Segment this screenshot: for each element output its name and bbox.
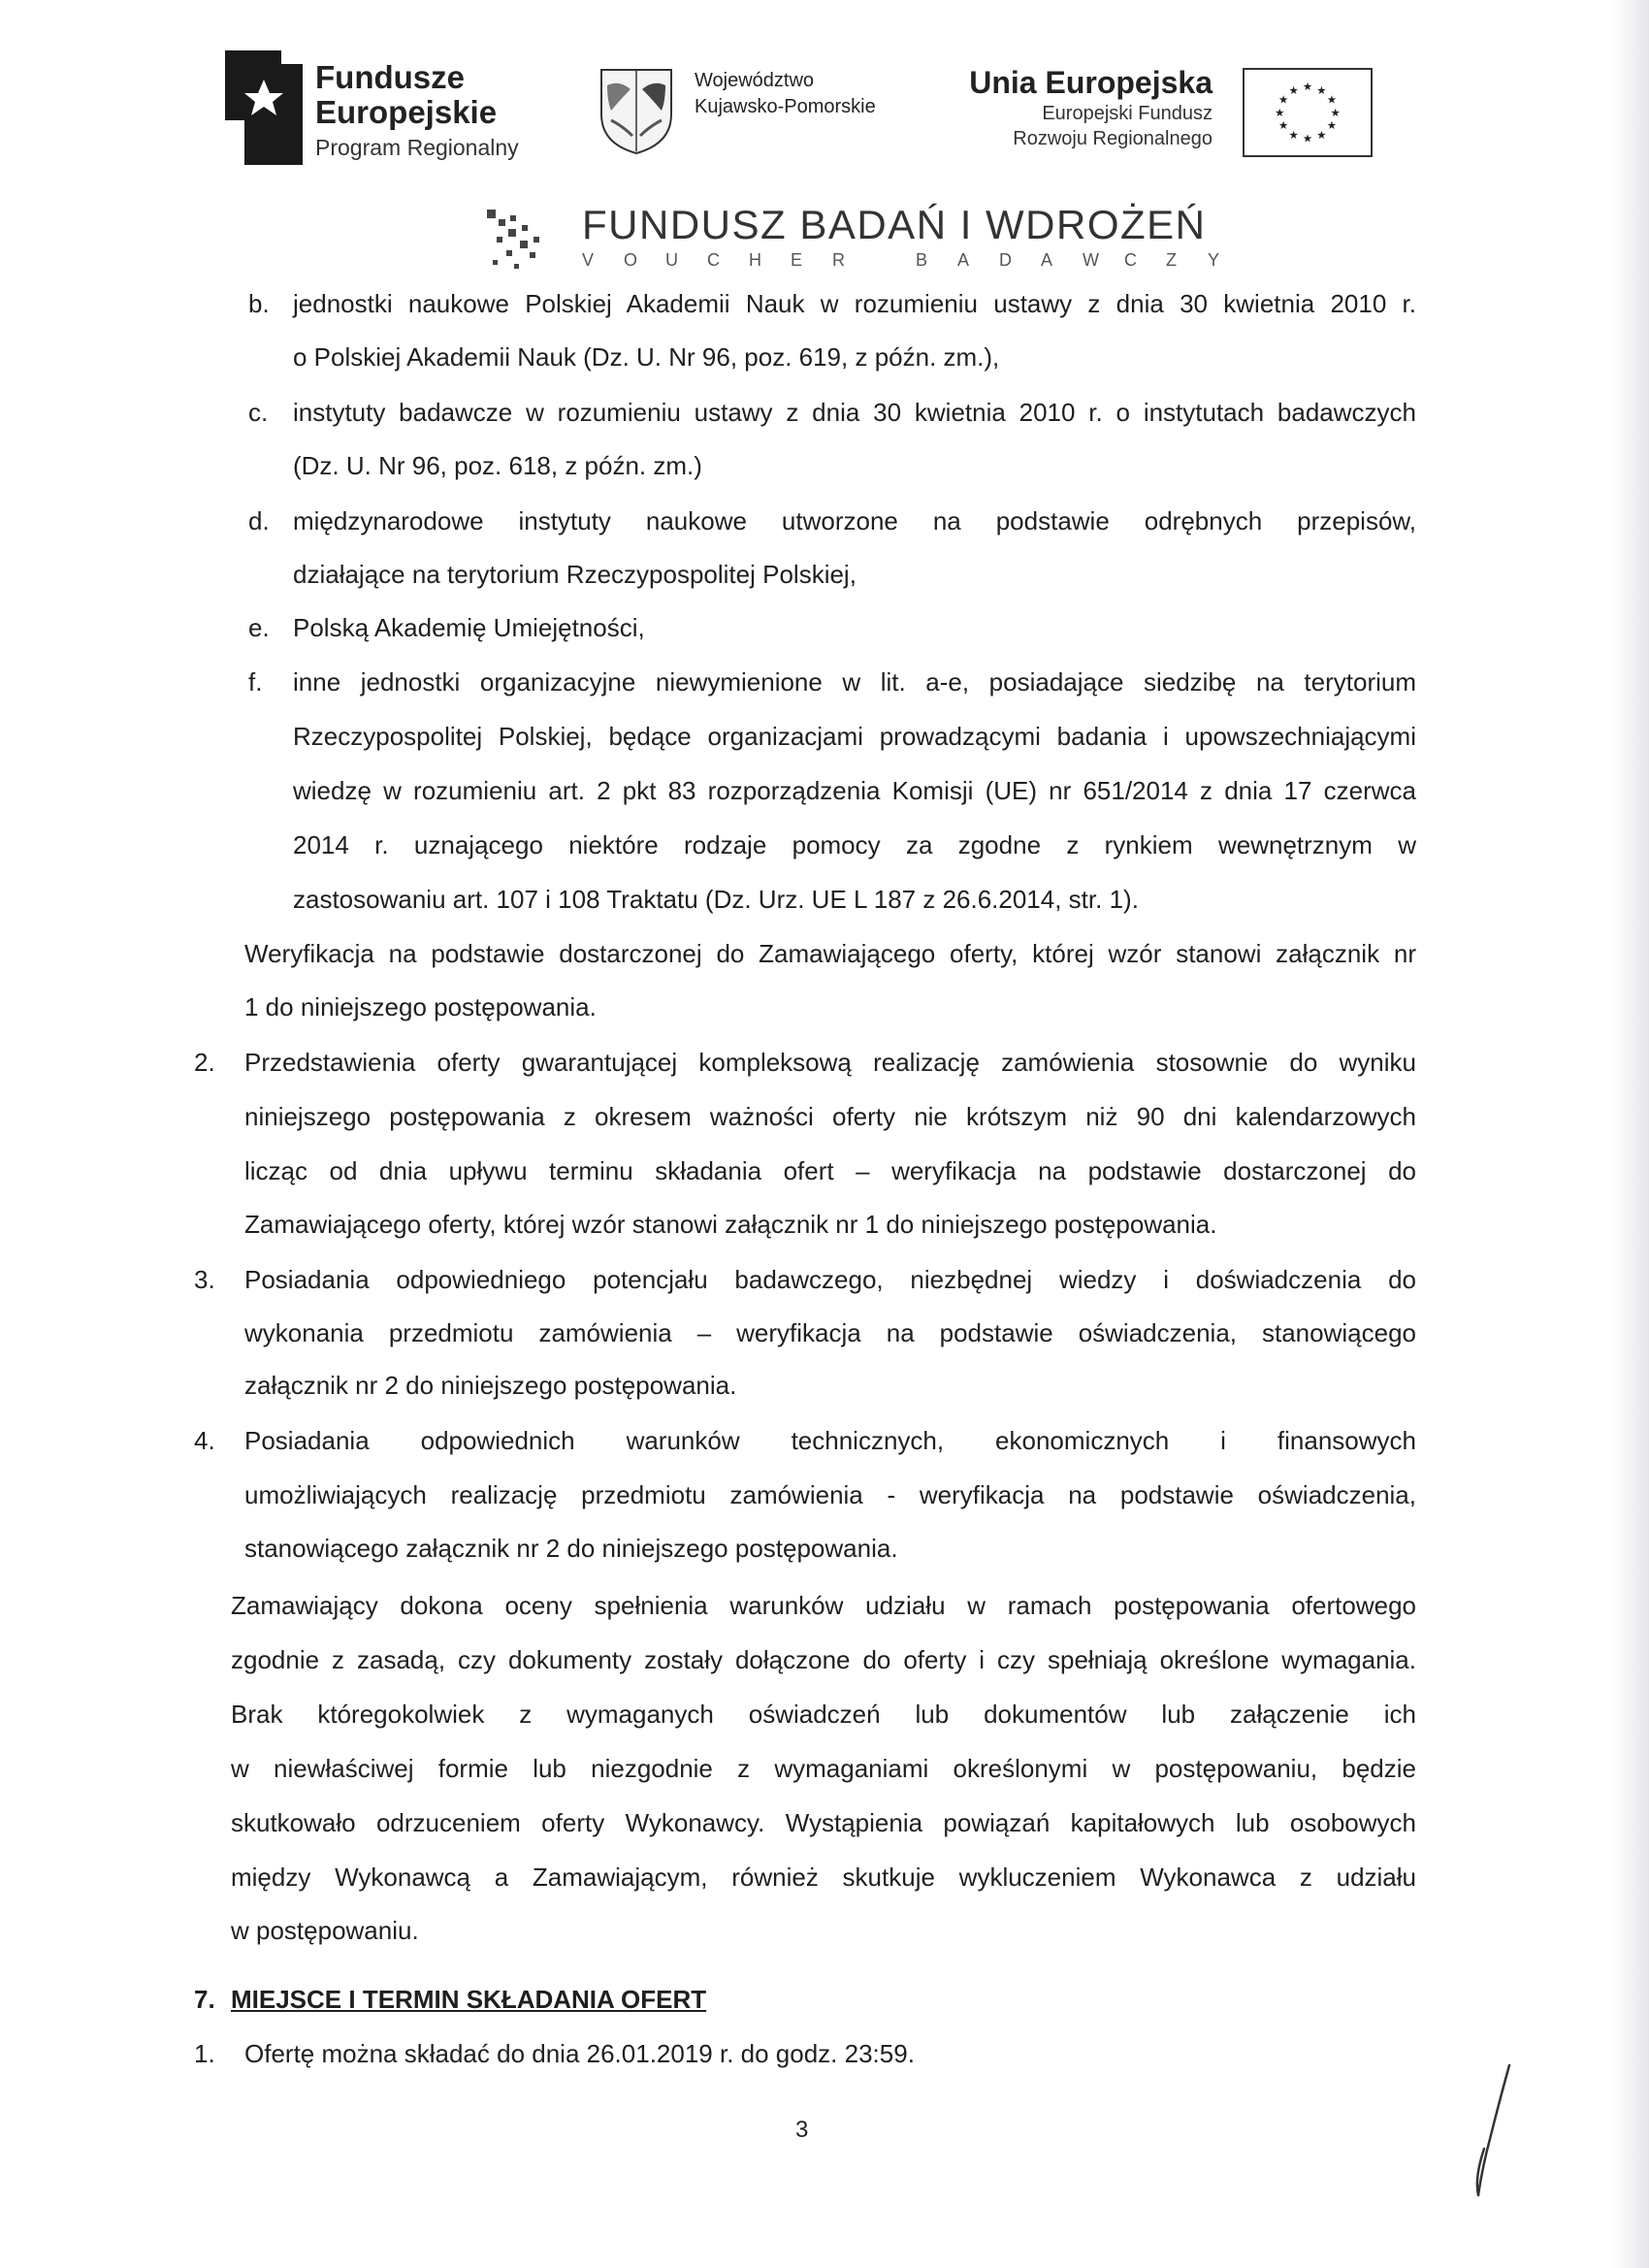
paragraph-line: skutkowało odrzuceniem oferty Wykonawcy. Wystąpienia powiązań kapitałowych lub osobowych <box>231 1808 1416 1837</box>
list-item-line: międzynarodowe instytuty naukowe utworzone na podstawie odrębnych przepisów, <box>293 506 1416 535</box>
svg-text:★: ★ <box>1275 105 1285 119</box>
subtitle-letter: U <box>665 250 678 270</box>
list-item-line: stanowiącego załącznik nr 2 do niniejszego postępowania. <box>244 1534 898 1563</box>
page-number: 3 <box>795 2117 809 2143</box>
list-item-line: umożliwiających realizację przedmiotu zamówienia - weryfikacja na podstawie oświadczenia, <box>244 1480 1416 1509</box>
subtitle-letter: E <box>791 250 803 270</box>
list-item-line: Posiadania odpowiednich warunków technicznych, ekonomicznych i finansowych <box>244 1426 1416 1455</box>
svg-text:★: ★ <box>1316 82 1327 97</box>
list-item-line: wykonania przedmiotu zamówienia – weryfikacja na podstawie oświadczenia, stanowiącego <box>244 1318 1416 1347</box>
list-item-line: Rzeczypospolitej Polskiej, będące organizacjami prowadzącymi badania i upowszechniającymi <box>293 722 1416 751</box>
unia-sub1: Europejski Fundusz <box>1042 103 1212 124</box>
svg-text:★: ★ <box>1288 127 1299 142</box>
svg-text:★: ★ <box>1316 127 1327 142</box>
svg-text:★: ★ <box>1326 118 1338 133</box>
list-item-line: zastosowaniu art. 107 i 108 Traktatu (Dz. Urz. UE L 187 z 26.6.2014, str. 1). <box>293 885 1139 914</box>
scan-edge <box>1610 0 1649 2268</box>
list-item-line: Posiadania odpowiedniego potencjału badawczego, niezbędnej wiedzy i doświadczenia do <box>244 1265 1416 1294</box>
subtitle-letter: H <box>749 250 761 270</box>
subtitle-letter: D <box>999 250 1012 270</box>
unia-sub2: Rozwoju Regionalnego <box>1013 128 1212 149</box>
fundusze-europejskie-logo-icon <box>225 50 303 165</box>
paragraph-line: Weryfikacja na podstawie dostarczonej do Zamawiającego oferty, której wzór stanowi załącznik nr <box>244 939 1416 968</box>
paragraph-line: Brak któregokolwiek z wymaganych oświadczeń lub dokumentów lub załączenie ich <box>231 1700 1416 1729</box>
list-item-line: wiedzę w rozumieniu art. 2 pkt 83 rozporządzenia Komisji (UE) nr 651/2014 z dnia 17 czerwca <box>293 776 1416 805</box>
list-marker: d. <box>248 506 270 535</box>
svg-text:★: ★ <box>1330 105 1341 119</box>
paragraph-line: zgodnie z zasadą, czy dokumenty zostały dołączone do oferty i czy spełniają określone wymagania. <box>231 1645 1416 1674</box>
subtitle-letter: W <box>1083 250 1099 270</box>
paragraph-line: w postępowaniu. <box>231 1916 419 1945</box>
svg-text:★: ★ <box>1302 80 1313 94</box>
list-marker: e. <box>248 613 270 642</box>
list-item-line: Ofertę można składać do dnia 26.01.2019 r. do godz. 23:59. <box>244 2039 915 2068</box>
list-item-line: Zamawiającego oferty, której wzór stanowi załącznik nr 1 do niniejszego postępowania. <box>244 1210 1217 1239</box>
wojewodztwo-line2: Kujawsko-Pomorskie <box>695 96 876 117</box>
section-number: 7. <box>194 1985 215 2014</box>
list-item-line: 2014 r. uznającego niektóre rodzaje pomocy za zgodne z rynkiem wewnętrznym w <box>293 830 1416 859</box>
unia-title: Unia Europejska <box>969 65 1212 100</box>
subtitle-letter: B <box>916 250 928 270</box>
subtitle-letter: O <box>624 250 638 270</box>
list-item-line: inne jednostki organizacyjne niewymienione w lit. a-e, posiadające siedzibę na terytorium <box>293 667 1416 697</box>
fundusze-line2: Europejskie <box>315 94 498 130</box>
subtitle-letter: A <box>1041 250 1053 270</box>
svg-text:★: ★ <box>1277 118 1289 133</box>
subtitle-letter: C <box>1124 250 1137 270</box>
paragraph-line: Zamawiający dokona oceny spełnienia warunków udziału w ramach postępowania ofertowego <box>231 1591 1416 1620</box>
fundusze-sub: Program Regionalny <box>315 135 519 160</box>
section-title: MIEJSCE I TERMIN SKŁADANIA OFERT <box>231 1985 707 2014</box>
fundusz-badan-logo-icon <box>485 204 553 277</box>
svg-text:★: ★ <box>1302 131 1313 146</box>
list-item-line: niniejszego postępowania z okresem ważności oferty nie krótszym niż 90 dni kalendarzowych <box>244 1102 1416 1131</box>
list-item-line: działające na terytorium Rzeczypospolitej Polskiej, <box>293 560 857 589</box>
list-marker: 4. <box>194 1426 215 1455</box>
list-item-line: (Dz. U. Nr 96, poz. 618, z późn. zm.) <box>293 451 702 480</box>
subtitle-letter: C <box>707 250 720 270</box>
subtitle-letter: Y <box>1208 250 1220 270</box>
fundusze-europejskie-text <box>315 60 519 162</box>
paragraph-line: 1 do niniejszego postępowania. <box>244 992 597 1021</box>
subtitle-letter: A <box>957 250 970 270</box>
eu-flag-icon <box>1243 68 1373 157</box>
program-title: FUNDUSZ BADAŃ I WDROŻEŃ <box>582 202 1207 247</box>
unia-europejska-text <box>949 64 1212 151</box>
subtitle-letter: V <box>582 250 595 270</box>
list-item-line: jednostki naukowe Polskiej Akademii Nauk w rozumieniu ustawy z dnia 30 kwietnia 2010 r. <box>293 289 1416 318</box>
paragraph-line: w niewłaściwej formie lub niezgodnie z wymaganiami określonymi w postępowaniu, będzie <box>231 1754 1416 1783</box>
program-subtitle <box>582 250 1249 271</box>
list-marker: 3. <box>194 1265 215 1294</box>
wojewodztwo-text <box>695 68 876 120</box>
list-item-line: licząc od dnia upływu terminu składania ofert – weryfikacja na podstawie dostarczonej do <box>244 1156 1416 1185</box>
list-item-line: Przedstawienia oferty gwarantującej kompleksową realizację zamówienia stosownie do wyniku <box>244 1048 1416 1077</box>
subtitle-letter: Z <box>1166 250 1177 270</box>
handwritten-mark-icon <box>1445 2061 1523 2207</box>
fundusze-line1: Fundusze <box>315 59 465 95</box>
svg-text:★: ★ <box>1326 92 1338 107</box>
list-item-line: Polską Akademię Umiejętności, <box>293 613 645 642</box>
list-item-line: załącznik nr 2 do niniejszego postępowania. <box>244 1371 737 1400</box>
list-item-line: o Polskiej Akademii Nauk (Dz. U. Nr 96, poz. 619, z późn. zm.), <box>293 342 1000 372</box>
list-marker: c. <box>248 398 269 427</box>
list-marker: b. <box>248 289 270 318</box>
wojewodztwo-line1: Województwo <box>695 70 815 91</box>
svg-text:★: ★ <box>1277 92 1289 107</box>
svg-text:★: ★ <box>1288 82 1299 97</box>
paragraph-line: między Wykonawcą a Zamawiającym, również skutkuje wykluczeniem Wykonawca z udziału <box>231 1863 1416 1892</box>
list-marker: 2. <box>194 1048 215 1077</box>
list-marker: f. <box>248 667 263 697</box>
list-marker: 1. <box>194 2039 215 2068</box>
list-item-line: instytuty badawcze w rozumieniu ustawy z dnia 30 kwietnia 2010 r. o instytutach badawczych <box>293 398 1416 427</box>
voivodeship-crest-icon <box>598 66 675 155</box>
subtitle-letter: R <box>832 250 845 270</box>
